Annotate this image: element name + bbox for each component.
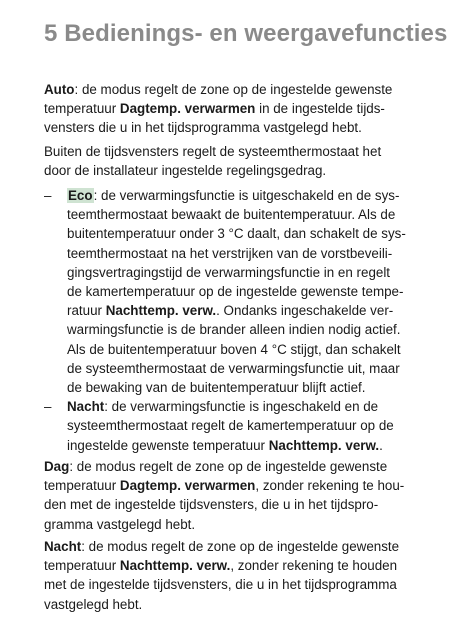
- line: systeemthermostaat regelt de kamertemperatuur op de: [67, 418, 394, 434]
- line: Eco: de verwarmingsfunctie is uitgeschakeld en de sys-: [68, 188, 400, 203]
- line: gramma vastgelegd hebt.: [44, 516, 196, 532]
- mode-list: [44, 186, 448, 455]
- line: vastgelegd hebt.: [44, 596, 143, 612]
- list-item-nacht: [44, 397, 448, 455]
- term-nacht: Nacht: [44, 539, 82, 554]
- section-heading: 5 Bedienings- en weergavefuncties: [44, 20, 448, 47]
- paragraph-dag: [44, 457, 448, 534]
- term-auto: Auto: [44, 82, 75, 97]
- term-dagtemp: Dagtemp. verwarmen: [119, 478, 256, 494]
- term-nachttemp: Nachttemp. verw.: [105, 303, 217, 319]
- list-item-body: [67, 186, 448, 397]
- paragraph-buiten: [44, 142, 448, 180]
- line: buitentemperatuur onder 3 °C daalt, dan schakelt de sys-: [67, 226, 406, 242]
- line: teemthermostaat bewaakt de buitentemperatuur. Als de: [67, 207, 396, 223]
- line: door de installateur ingestelde regelingsgedrag.: [44, 163, 327, 179]
- line: temperatuur Nachttemp. verw., zonder rekening te houden: [44, 558, 398, 574]
- line: de systeemthermostaat de verwarmingsfunctie uit, maar: [67, 360, 400, 376]
- line: Nacht: de modus regelt de zone op de ingestelde gewenste: [44, 539, 400, 554]
- line: temperatuur Dagtemp. verwarmen in de ingestelde tijds-: [44, 101, 385, 117]
- line: teemthermostaat na het verstrijken van de vorstbeveili-: [67, 245, 393, 261]
- term-nacht: Nacht: [67, 399, 105, 415]
- line: Nacht: de verwarmingsfunctie is ingeschakeld en de: [67, 399, 379, 415]
- line: warmingsfunctie is de brander alleen indien nodig actief.: [67, 322, 401, 338]
- paragraph-nacht: [44, 537, 448, 614]
- paragraph-auto: [44, 80, 448, 138]
- term-dagtemp: Dagtemp. verwarmen: [119, 101, 256, 117]
- line: den met de ingestelde tijdsvensters, die u in het tijdspro-: [44, 497, 379, 513]
- list-item-body: [67, 397, 448, 455]
- line: de kamertemperatuur op de ingestelde gewenste tempe-: [67, 284, 404, 300]
- term-dag: Dag: [44, 459, 70, 474]
- line: met de ingestelde tijdsvensters, die u in het tijdsprogramma: [44, 577, 397, 593]
- list-dash: –: [44, 399, 52, 415]
- line: ratuur Nachttemp. verw.. Ondanks ingeschakelde ver-: [67, 303, 394, 319]
- line: vensters die u in het tijdsprogramma vastgelegd hebt.: [44, 120, 362, 136]
- line: de bewaking van de buitentemperatuur blijft actief.: [67, 380, 366, 396]
- term-eco-highlighted: Eco: [68, 188, 93, 203]
- line: Als de buitentemperatuur boven 4 °C stijgt, dan schakelt: [67, 341, 401, 357]
- list-item-eco: [44, 186, 448, 397]
- line: temperatuur Dagtemp. verwarmen, zonder rekening te hou-: [44, 478, 405, 494]
- term-nachttemp: Nachttemp. verw.: [268, 437, 380, 453]
- line: ingestelde gewenste temperatuur Nachttemp. verw..: [67, 437, 383, 453]
- line: Auto: de modus regelt de zone op de ingestelde gewenste: [44, 82, 393, 97]
- line: Buiten de tijdsvensters regelt de systeemthermostaat het: [44, 144, 382, 159]
- line: Dag: de modus regelt de zone op de ingestelde gewenste: [44, 459, 388, 474]
- line: gingsvertragingstijd de verwarmingsfunctie in en regelt: [67, 264, 391, 280]
- list-dash: –: [44, 188, 52, 203]
- term-nachttemp: Nachttemp. verw.: [119, 558, 231, 574]
